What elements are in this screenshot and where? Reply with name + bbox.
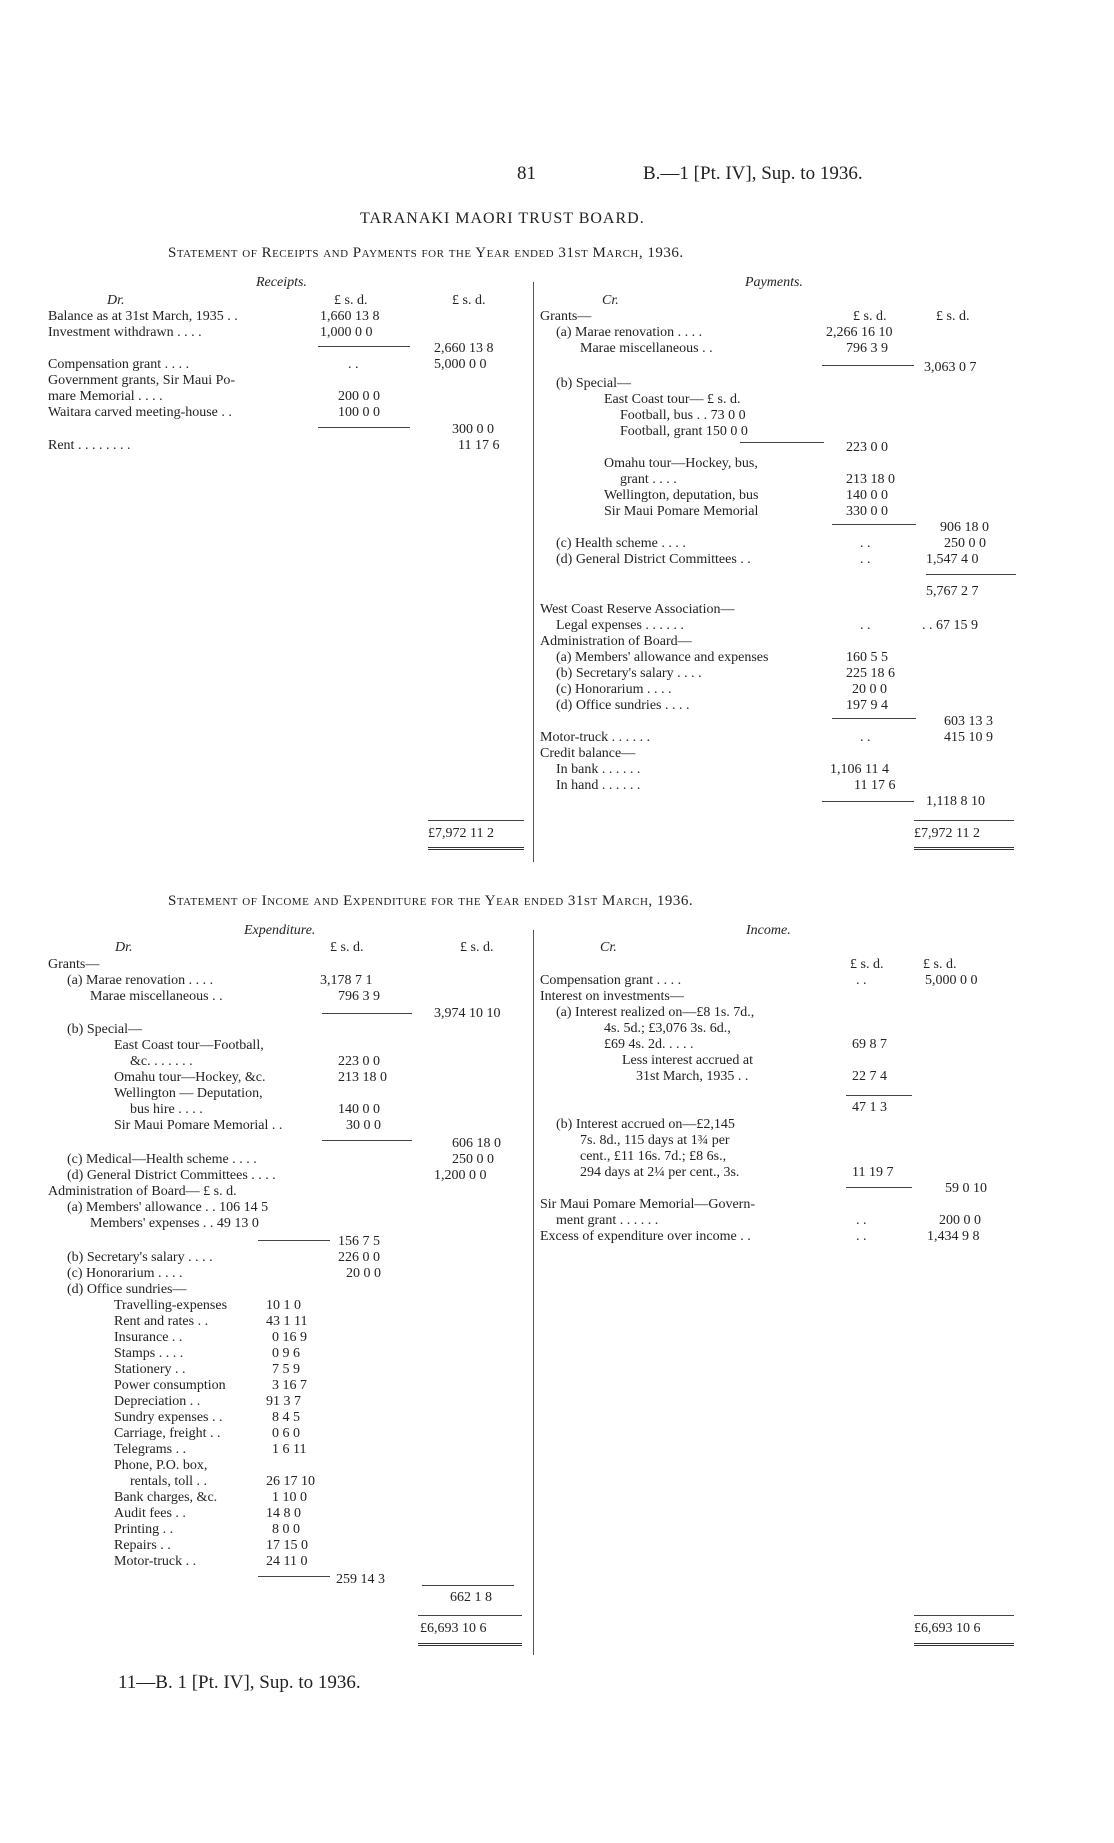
board-title: TARANAKI MAORI TRUST BOARD. — [360, 210, 645, 227]
ie-left-label: Administration of Board— £ s. d. — [48, 1184, 237, 1199]
ie-left-amount: 156 7 5 — [338, 1234, 380, 1249]
rp-right-amount: 225 18 6 — [846, 666, 895, 681]
ie-left-rule — [422, 1585, 514, 1586]
ie-sundry-label: Depreciation . . — [114, 1394, 201, 1409]
rp-right-rule — [822, 365, 914, 366]
ie-sundry-value: 0 6 0 — [272, 1426, 300, 1441]
ie-income-head: Income. — [746, 923, 791, 938]
rp-right-total-col: 1,118 8 10 — [926, 794, 985, 809]
ie-left-total-col: 1,200 0 0 — [434, 1168, 487, 1183]
ie-sundry-value: 43 1 11 — [266, 1314, 308, 1329]
rp-left-label: Waitara carved meeting-house . . — [48, 405, 232, 420]
rp-right-label: In hand . . . . . . — [556, 778, 641, 793]
rp-left-total-col: 300 0 0 — [452, 422, 494, 437]
ie-right-rule — [846, 1095, 912, 1096]
rp-left-amount: 100 0 0 — [338, 405, 380, 420]
rp-dr-label: Dr. — [107, 293, 125, 308]
ie-left-label: (b) Secretary's salary . . . . — [67, 1250, 213, 1265]
rp-right-label: East Coast tour— £ s. d. — [604, 392, 741, 407]
ie-left-total-col: 606 18 0 — [452, 1136, 501, 1151]
rp-right-label: Administration of Board— — [540, 634, 692, 649]
ie-right-total-col: 200 0 0 — [939, 1213, 981, 1228]
rp-left-grand-total: £7,972 11 2 — [428, 826, 494, 841]
ie-right-label: 31st March, 1935 . . — [636, 1069, 749, 1084]
rp-right-total-double-rule — [914, 847, 1014, 850]
ie-left-label: Omahu tour—Hockey, &c. — [114, 1070, 266, 1085]
rp-right-label: In bank . . . . . . — [556, 762, 641, 777]
ie-right-amount: 11 19 7 — [852, 1165, 894, 1180]
ie-right-amount: 22 7 4 — [852, 1069, 887, 1084]
rp-left-label: Investment withdrawn . . . . — [48, 325, 202, 340]
rp-right-amount: 213 18 0 — [846, 472, 895, 487]
ie-left-label: (d) Office sundries— — [67, 1282, 187, 1297]
rp-left-label: Government grants, Sir Maui Po- — [48, 373, 236, 388]
ie-sundry-label: Printing . . — [114, 1522, 174, 1537]
ie-left-amount: 3,178 7 1 — [320, 973, 373, 988]
ie-left-amount: 223 0 0 — [338, 1054, 380, 1069]
rp-right-amount: 2,266 16 10 — [826, 325, 893, 340]
rp-right-total-col: £ s. d. — [936, 309, 970, 324]
ie-cr-label: Cr. — [600, 940, 617, 955]
running-head: B.—1 [Pt. IV], Sup. to 1936. — [643, 163, 863, 184]
ie-right-total-rule — [914, 1615, 1014, 1616]
rp-right-amount: 223 0 0 — [846, 440, 888, 455]
ie-sundry-label: Power consumption — [114, 1378, 226, 1393]
ie-right-total-col: 5,000 0 0 — [925, 973, 978, 988]
ie-center-divider — [533, 930, 534, 1655]
rp-right-label: (d) Office sundries . . . . — [556, 698, 690, 713]
rp-right-total-rule — [914, 820, 1014, 821]
rp-right-label: (b) Secretary's salary . . . . — [556, 666, 702, 681]
ie-sundry-label: Rent and rates . . — [114, 1314, 209, 1329]
ie-right-amount: 69 8 7 — [852, 1037, 887, 1052]
rp-right-label: (c) Honorarium . . . . — [556, 682, 672, 697]
ie-right-grand-total: £6,693 10 6 — [914, 1621, 981, 1636]
rp-right-total-col: 1,547 4 0 — [926, 552, 979, 567]
rp-right-amount: . . — [860, 618, 871, 633]
rp-right-label: Grants— — [540, 309, 592, 324]
rp-right-amount: 197 9 4 — [846, 698, 888, 713]
ie-sundry-label: Carriage, freight . . — [114, 1426, 221, 1441]
ie-right-amount: 47 1 3 — [852, 1100, 887, 1115]
ie-right-label: ment grant . . . . . . — [556, 1213, 659, 1228]
rp-left-total-double-rule — [428, 847, 524, 850]
rp-right-rule — [822, 801, 914, 802]
rp-right-rule — [832, 524, 916, 525]
rp-left-total-col: 5,000 0 0 — [434, 357, 487, 372]
rp-right-amount: . . — [860, 552, 871, 567]
ie-right-label: Interest on investments— — [540, 989, 684, 1004]
rp-right-amount: 140 0 0 — [846, 488, 888, 503]
ie-right-total-col: 1,434 9 8 — [927, 1229, 980, 1244]
rp-left-amount: 1,000 0 0 — [320, 325, 373, 340]
rp-right-label: (d) General District Committees . . — [556, 552, 751, 567]
rp-left-total-rule — [428, 820, 524, 821]
ie-sundry-value: 91 3 7 — [266, 1394, 301, 1409]
rp-right-label: (a) Members' allowance and expenses — [556, 650, 769, 665]
rp-right-total-col: 5,767 2 7 — [926, 584, 979, 599]
ie-sundry-value: 1 6 11 — [272, 1442, 307, 1457]
ie-left-label: Grants— — [48, 957, 100, 972]
ie-left-label: (d) General District Committees . . . . — [67, 1168, 276, 1183]
ie-left-label: Sir Maui Pomare Memorial . . — [114, 1118, 283, 1133]
rp-right-amount: 330 0 0 — [846, 504, 888, 519]
ie-left-total-col: 250 0 0 — [452, 1152, 494, 1167]
ie-right-label: (a) Interest realized on—£8 1s. 7d., — [556, 1005, 755, 1020]
rp-right-amount: . . — [860, 536, 871, 551]
ie-sundry-value: 10 1 0 — [266, 1298, 301, 1313]
rp-left-total-col: 11 17 6 — [458, 438, 500, 453]
rp-right-label: Omahu tour—Hockey, bus, — [604, 456, 758, 471]
rp-right-label: West Coast Reserve Association— — [540, 602, 735, 617]
ie-lsd-right-b: £ s. d. — [923, 957, 957, 972]
ie-left-amount: 30 0 0 — [346, 1118, 381, 1133]
ie-left-total-col: 3,974 10 10 — [434, 1006, 501, 1021]
rp-right-label: Motor-truck . . . . . . — [540, 730, 651, 745]
ie-statement-title: Statement of Income and Expenditure for the Year ended 31st March, 1936. — [168, 893, 694, 909]
rp-right-label: grant . . . . — [620, 472, 677, 487]
ie-left-total-double-rule — [418, 1643, 522, 1646]
rp-right-label: Legal expenses . . . . . . — [556, 618, 684, 633]
rp-right-total-col: 603 13 3 — [944, 714, 993, 729]
ie-sundry-label: Travelling-expenses — [114, 1298, 228, 1313]
rp-payments-head: Payments. — [745, 275, 803, 290]
ie-sundry-value: 8 4 5 — [272, 1410, 300, 1425]
ie-right-label: cent., £11 16s. 7d.; £8 6s., — [580, 1149, 727, 1164]
ie-right-label: £69 4s. 2d. . . . . — [604, 1037, 694, 1052]
ie-right-label: Excess of expenditure over income . . — [540, 1229, 751, 1244]
ie-sundry-value: 8 0 0 — [272, 1522, 300, 1537]
ie-right-rule — [846, 1187, 912, 1188]
ie-right-label: Less interest accrued at — [622, 1053, 753, 1068]
ie-right-total-double-rule — [914, 1643, 1014, 1646]
ie-left-label: (a) Members' allowance . . 106 14 5 — [67, 1200, 269, 1215]
ie-sundry-label: Bank charges, &c. — [114, 1490, 218, 1505]
rp-left-label: Balance as at 31st March, 1935 . . — [48, 309, 238, 324]
ie-lsd-right: £ s. d. — [850, 957, 884, 972]
rp-left-dots: . . — [348, 357, 359, 372]
rp-right-label: (b) Special— — [556, 376, 632, 391]
rp-right-total-col: 906 18 0 — [940, 520, 989, 535]
ie-right-total-col: 59 0 10 — [945, 1181, 987, 1196]
ie-sundry-label: Motor-truck . . — [114, 1554, 197, 1569]
rp-right-amount: 160 5 5 — [846, 650, 888, 665]
ie-left-rule — [258, 1240, 330, 1241]
ie-sundry-label: Telegrams . . — [114, 1442, 187, 1457]
ie-sundry-label: Audit fees . . — [114, 1506, 186, 1521]
rp-right-amount: . . — [860, 730, 871, 745]
rp-right-amount: 20 0 0 — [852, 682, 887, 697]
ie-expenditure-head: Expenditure. — [244, 923, 316, 938]
rp-cr-label: Cr. — [602, 293, 619, 308]
rp-right-amount: £ s. d. — [853, 309, 887, 324]
ie-left-label: Members' expenses . . 49 13 0 — [90, 1216, 259, 1231]
rp-left-label: mare Memorial . . . . — [48, 389, 163, 404]
ie-right-label: Compensation grant . . . . — [540, 973, 682, 988]
ie-sundry-value: 24 11 0 — [266, 1554, 308, 1569]
rp-right-label: Football, grant 150 0 0 — [620, 424, 748, 439]
ie-left-label: East Coast tour—Football, — [114, 1038, 264, 1053]
rp-lsd-b: £ s. d. — [452, 293, 486, 308]
rp-left-rule — [318, 427, 410, 428]
rp-left-amount: 200 0 0 — [338, 389, 380, 404]
rp-right-label: Marae miscellaneous . . — [580, 341, 713, 356]
ie-left-rule — [322, 1140, 412, 1141]
ie-lsd-a: £ s. d. — [330, 940, 364, 955]
rp-right-total-col: 3,063 0 7 — [924, 360, 977, 375]
ie-lsd-b: £ s. d. — [460, 940, 494, 955]
rp-center-divider — [533, 282, 534, 862]
ie-left-label: (a) Marae renovation . . . . — [67, 973, 214, 988]
rp-right-total-col: . . 67 15 9 — [922, 618, 978, 633]
ie-right-label: 4s. 5d.; £3,076 3s. 6d., — [604, 1021, 731, 1036]
ie-right-label: Sir Maui Pomare Memorial—Govern- — [540, 1197, 756, 1212]
ie-left-label: bus hire . . . . — [130, 1102, 203, 1117]
rp-right-grand-total: £7,972 11 2 — [914, 826, 980, 841]
rp-lsd-a: £ s. d. — [334, 293, 368, 308]
rp-right-label: Football, bus . . 73 0 0 — [620, 408, 746, 423]
page-number: 81 — [517, 163, 536, 184]
ie-left-label: Wellington — Deputation, — [114, 1086, 263, 1101]
ie-left-amount: 259 14 3 — [336, 1572, 385, 1587]
rp-right-rule — [926, 574, 1016, 575]
page-footer: 11—B. 1 [Pt. IV], Sup. to 1936. — [118, 1672, 361, 1693]
ie-left-total-col: 662 1 8 — [450, 1590, 492, 1605]
ie-left-rule — [258, 1576, 330, 1577]
ie-right-label: 7s. 8d., 115 days at 1¾ per — [580, 1133, 730, 1148]
ie-sundry-value: 3 16 7 — [272, 1378, 307, 1393]
ie-right-amount: . . — [856, 973, 867, 988]
ie-left-label: (c) Medical—Health scheme . . . . — [67, 1152, 257, 1167]
rp-right-total-col: 415 10 9 — [944, 730, 993, 745]
ie-left-label: &c. . . . . . . — [130, 1054, 193, 1069]
ie-right-amount: . . — [856, 1229, 867, 1244]
ie-left-rule — [322, 1013, 412, 1014]
rp-right-amount: 1,106 11 4 — [830, 762, 889, 777]
ie-sundry-value: 17 15 0 — [266, 1538, 308, 1553]
rp-right-total-col: 250 0 0 — [944, 536, 986, 551]
ie-sundry-value: 7 5 9 — [272, 1362, 300, 1377]
rp-right-label: Wellington, deputation, bus — [604, 488, 759, 503]
ie-sundry-value: 14 8 0 — [266, 1506, 301, 1521]
ie-left-label: (b) Special— — [67, 1022, 143, 1037]
rp-left-total-col: 2,660 13 8 — [434, 341, 494, 356]
rp-right-label: Sir Maui Pomare Memorial — [604, 504, 759, 519]
rp-statement-title: Statement of Receipts and Payments for the Year ended 31st March, 1936. — [168, 245, 684, 261]
ie-left-amount: 796 3 9 — [338, 989, 380, 1004]
ie-sundry-value: 0 9 6 — [272, 1346, 300, 1361]
ie-sundry-value: 0 16 9 — [272, 1330, 307, 1345]
ie-left-amount: 140 0 0 — [338, 1102, 380, 1117]
rp-right-label: Credit balance— — [540, 746, 636, 761]
rp-right-amount: 11 17 6 — [854, 778, 896, 793]
ie-left-amount: 226 0 0 — [338, 1250, 380, 1265]
ie-left-label: (c) Honorarium . . . . — [67, 1266, 183, 1281]
ie-left-amount: 213 18 0 — [338, 1070, 387, 1085]
rp-right-rule — [832, 718, 916, 719]
ie-left-label: Marae miscellaneous . . — [90, 989, 223, 1004]
rp-right-amount: 796 3 9 — [846, 341, 888, 356]
ie-sundry-label: Repairs . . — [114, 1538, 171, 1553]
ie-sundry-label: Phone, P.O. box, — [114, 1458, 208, 1473]
rp-right-rule — [740, 442, 824, 443]
rp-right-label: (a) Marae renovation . . . . — [556, 325, 703, 340]
ie-sundry-label: Stamps . . . . — [114, 1346, 184, 1361]
ie-dr-label: Dr. — [115, 940, 133, 955]
ie-left-total-rule — [418, 1615, 522, 1616]
ie-sundry-label: Stationery . . — [114, 1362, 186, 1377]
ie-left-grand-total: £6,693 10 6 — [420, 1621, 487, 1636]
rp-left-label: Rent . . . . . . . . — [48, 438, 131, 453]
ie-right-label: (b) Interest accrued on—£2,145 — [556, 1117, 735, 1132]
rp-right-label: (c) Health scheme . . . . — [556, 536, 686, 551]
rp-left-label: Compensation grant . . . . — [48, 357, 190, 372]
rp-receipts-head: Receipts. — [256, 275, 307, 290]
ie-sundry-label: Insurance . . — [114, 1330, 183, 1345]
ie-sundry-value: 1 10 0 — [272, 1490, 307, 1505]
ie-left-amount: 20 0 0 — [346, 1266, 381, 1281]
rp-left-amount: 1,660 13 8 — [320, 309, 380, 324]
ie-right-label: 294 days at 2¼ per cent., 3s. — [580, 1165, 740, 1180]
ie-right-amount: . . — [856, 1213, 867, 1228]
rp-left-rule — [318, 346, 410, 347]
ie-sundry-value: 26 17 10 — [266, 1474, 315, 1489]
ie-sundry-label: Sundry expenses . . — [114, 1410, 223, 1425]
ie-sundry-label: rentals, toll . . — [130, 1474, 207, 1489]
